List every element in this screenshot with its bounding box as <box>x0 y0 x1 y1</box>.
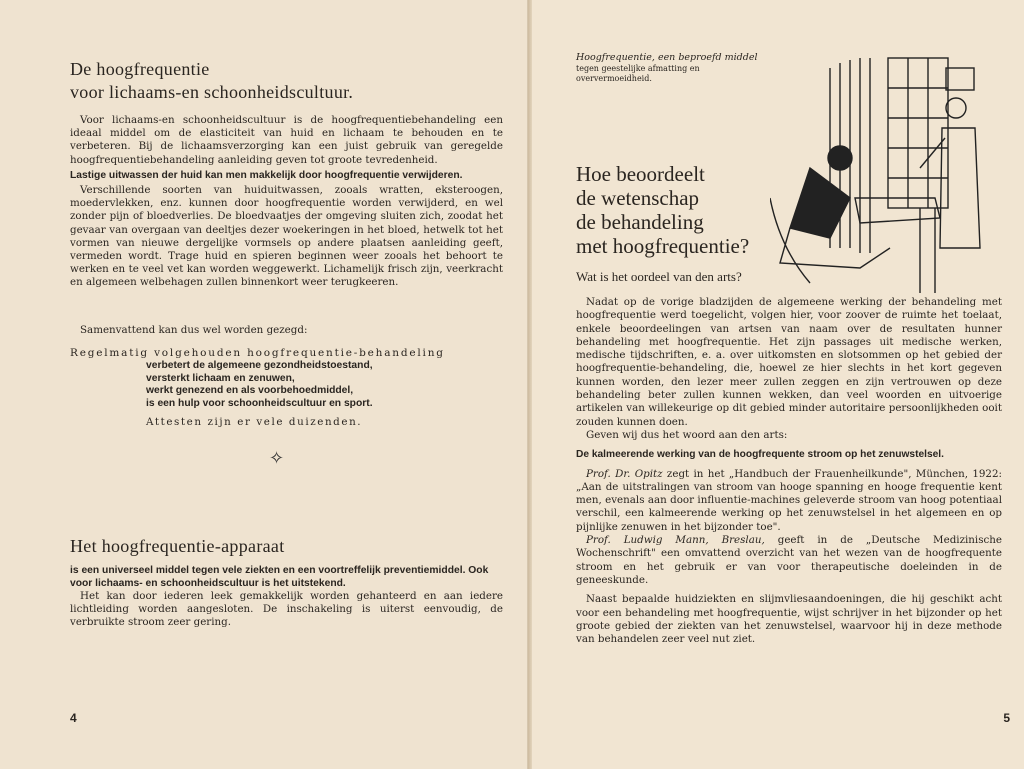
doctor-patient-illustration <box>770 48 1010 310</box>
quote1-author: Prof. Dr. Opitz <box>586 467 663 480</box>
attesten-line: Attesten zijn er vele duizenden. <box>146 416 363 429</box>
left-title-line2: voor lichaams-en schoonheidscultuur. <box>70 82 354 102</box>
illustration-caption-line1: tegen geestelijke afmatting en <box>576 64 700 73</box>
left-intro-paragraph: Voor lichaams-en schoonheidscultuur is de hoogfrequentiebehandeling een ideaal middel om de elasticiteit van huid en lichaam te behouden en te verbeteren. Bij de lichaamsverzorging kan een juist gebruik van geregelde hoogfrequentiebehandeling aanleiding geven tot groote tevredenheid. <box>70 114 503 166</box>
right-paragraph-1: Nadat op de vorige bladzijden de algemeene werking der behandeling met hoogfrequentie werd toegelicht, volgen hier, voor zoover de ruimte het toelaat, enkele beoordeelingen van artsen van naam over de resultaten hunner behandeling met hoogfrequentie. Het zijn passages uit medische werken, medische tijdschriften, e. a. over uitkomsten en slotsommen op het gebied der hoogfrequentie-behandeling, die, hoewel ze hier slechts in het kort gegeven kunnen worden, den lezer meer zullen zeggen en zijn vertrouwen op deze behandeling beter zullen kunnen wekken, dan veel woorden en uitvoerige artikelen van willekeurige op dit gebied minder autoritaire persoonlijkheden ooit zouden kunnen doen. <box>576 296 1002 428</box>
headline-line: de behandeling <box>576 210 704 234</box>
section2-text: Het kan door iederen leek gemakkelijk worden gehanteerd en aan iedere lichtleiding worden aangesloten. De inschakeling is uiterst eenvoudig, de verbruikte stroom zeer gering. <box>70 590 503 629</box>
summary-list <box>146 360 503 410</box>
quote2-text: geeft in de „Deutsche Medizinische Wochenschrift" een omvattend overzicht van het wezen van de hoogfrequente stroom en het gebruik er van voor therapeutische doeleinden in de geneeskunde. <box>576 534 1002 586</box>
left-paragraph-2: Verschillende soorten van huiduitwassen, zooals wratten, eksteroogen, moedervlekken, enz. kunnen door hoogfrequentie worden verwijderd, en wel zonder pijn of bloedverlies. De bloedvaatjes der omgeving sluiten zich, zoodat het gevaar van overgaan van deeltjes dezer woekeringen in het bloed, hetwelk tot het vormen van nieuwe dergelijke vormsels op andere plaatsen aanleiding geeft, vermeden wordt. Trage huid en spieren beginnen weer zooals het behoort te werken en te veel vet kan worden weggewerkt. Lichamelijk frisch zijn, veerkracht en algemeen welbehagen zullen binnenkort weer terugkeeren. <box>70 184 503 289</box>
summary-item: verbetert de algemeene gezondheidstoestand, <box>146 360 373 372</box>
quote-opitz <box>576 468 1002 534</box>
quote2-author: Prof. Ludwig Mann, Breslau, <box>586 534 765 547</box>
ornament-star-icon: ✧ <box>268 447 285 469</box>
right-paragraph-1b: Geven wij dus het woord aan den arts: <box>586 428 788 441</box>
page-number-left: 4 <box>70 711 77 725</box>
section2-title: Het hoogfrequentie-apparaat <box>70 535 285 556</box>
headline-line: met hoogfrequentie? <box>576 234 750 258</box>
summary-heading: Regelmatig volgehouden hoogfrequentie-behandeling <box>70 346 445 359</box>
quote1-text: zegt in het „Handbuch der Frauenheilkunde", München, 1922: „Aan de uitstralingen van stroom van hooge spanning en hooge frequentie kent men, evenals aan door influentie-machines geleverde stroom van hoog potentiaal verschil, een kalmeerende werking op het zenuwstelsel in het algemeen en op pijnlijke zenuwen in het bijzonder toe". <box>576 467 1002 533</box>
headline-line: de wetenschap <box>576 186 700 210</box>
right-page <box>532 0 1024 769</box>
summary-item: versterkt lichaam en zenuwen, <box>146 372 295 384</box>
left-title-line1: De hoogfrequentie <box>70 59 210 79</box>
section2-bold: is een universeel middel tegen vele ziekten en een voortreffelijk preventiemiddel. Ook voor lichaams- en schoonheidscultuur is het uitstekend. <box>70 564 489 589</box>
page-number-right: 5 <box>1003 711 1010 725</box>
headline-line: Hoe beoordeelt <box>576 162 705 186</box>
summary-item: werkt genezend en als voorbehoedmiddel, <box>146 385 354 397</box>
summary-intro: Samenvattend kan dus wel worden gezegd: <box>80 323 308 336</box>
quote-mann <box>576 534 1002 587</box>
illustration-caption-title: Hoogfrequentie, een beproefd middel <box>576 52 758 63</box>
summary-item: is een hulp voor schoonheidscultuur en sport. <box>146 397 373 409</box>
left-bold-statement: Lastige uitwassen der huid kan men makkelijk door hoogfrequentie verwijderen. <box>70 169 463 181</box>
illustration-caption-line2: oververmoeidheid. <box>576 74 652 83</box>
right-paragraph-3: Naast bepaalde huidziekten en slijmvliesaandoeningen, die hij geschikt acht voor een behandeling met hoogfrequentie, wijst schrijver in het bijzonder op het groote gebied der ziekten van het zenuwstelsel, waarvoor hij in deze methode van behandelen zeer veel nut ziet. <box>576 593 1002 646</box>
right-subheading: Wat is het oordeel van den arts? <box>576 269 742 284</box>
right-bold-heading: De kalmeerende werking van de hoogfrequente stroom op het zenuwstelsel. <box>576 449 944 461</box>
